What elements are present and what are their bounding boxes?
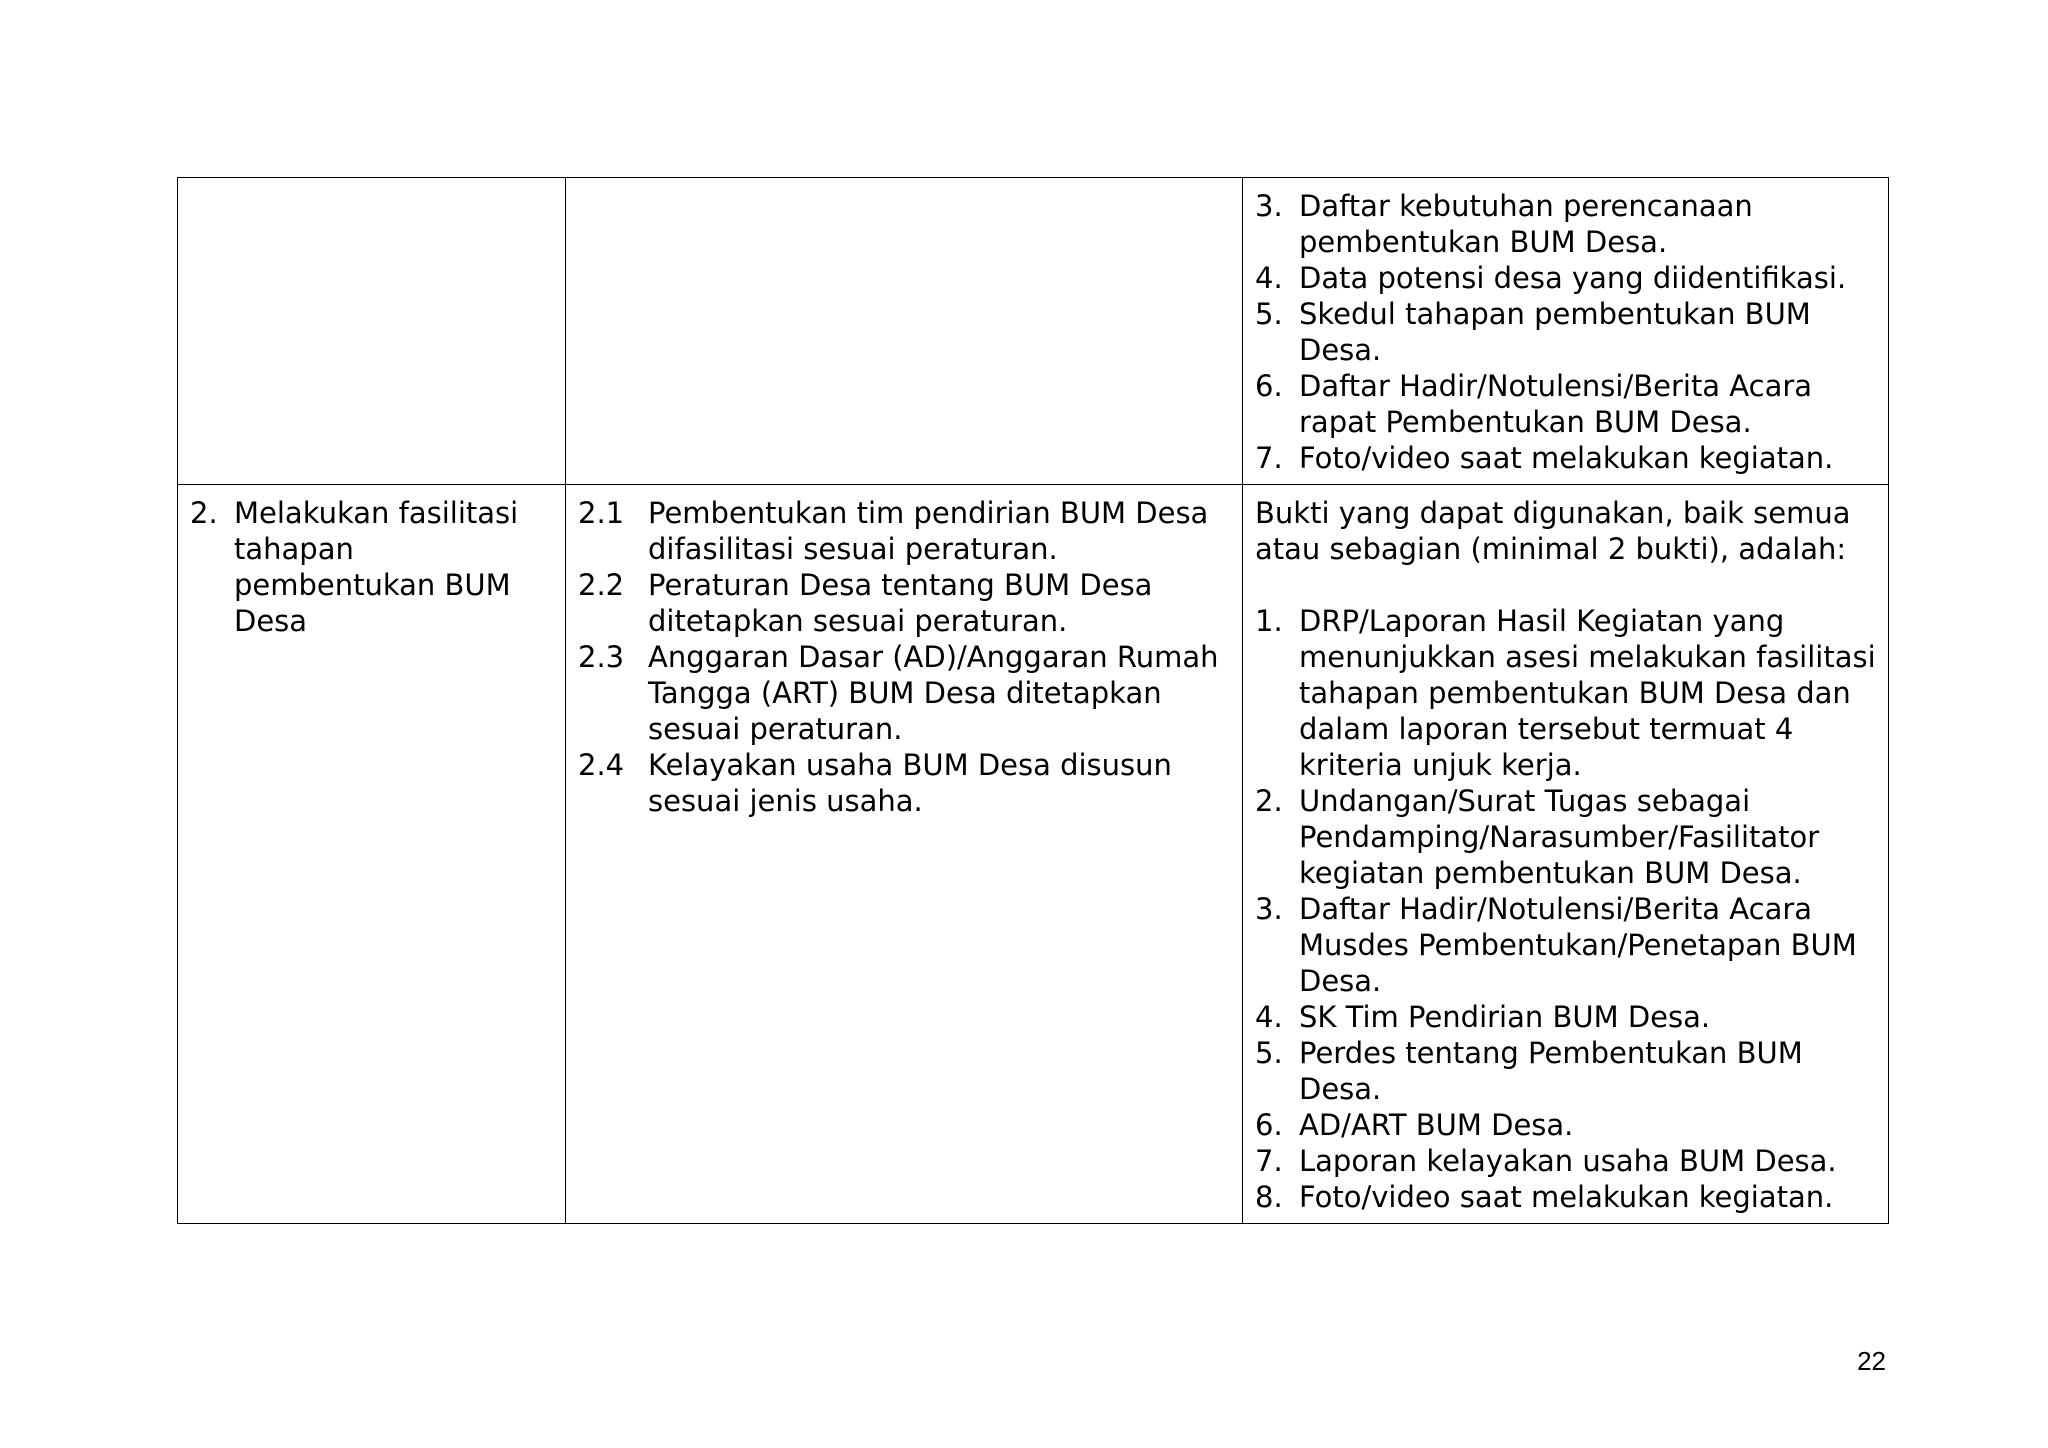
list-item: 5. Skedul tahapan pembentukan BUM Desa. (1255, 297, 1811, 367)
list-item: 1. DRP/Laporan Hasil Kegiatan yang menunjukkan asesi melakukan fasilitasi tahapan pembentukan BUM Desa dan dalam laporan tersebut termuat 4 kriteria unjuk kerja. (1255, 604, 1876, 782)
list-item: 8. Foto/video saat melakukan kegiatan. (1255, 1180, 1834, 1214)
list-item: 7. Foto/video saat melakukan kegiatan. (1255, 441, 1834, 475)
evidence-cell (1243, 178, 1889, 485)
list-item: 2. Melakukan fasilitasi tahapan pembentukan BUM Desa (190, 496, 519, 638)
list-item: 2. Undangan/Surat Tugas sebagai Pendamping/Narasumber/Fasilitator kegiatan pembentukan BUM Desa. (1255, 784, 1820, 890)
competency-table (177, 177, 1889, 1224)
evidence-intro: Bukti yang dapat digunakan, baik semua atau sebagian (minimal 2 bukti), adalah: (1255, 496, 1851, 566)
list-item: 6. AD/ART BUM Desa. (1255, 1108, 1574, 1142)
list-item: 5. Perdes tentang Pembentukan BUM Desa. (1255, 1036, 1803, 1106)
list-item: 4. SK Tim Pendirian BUM Desa. (1255, 1000, 1711, 1034)
criteria-cell (566, 178, 1243, 485)
list-item: 2.1 Pembentukan tim pendirian BUM Desa difasilitasi sesuai peraturan. (578, 496, 1209, 566)
list-item: 2.2 Peraturan Desa tentang BUM Desa ditetapkan sesuai peraturan. (578, 568, 1153, 638)
evidence-list (1255, 603, 1876, 1215)
list-item: 2.4 Kelayakan usaha BUM Desa disusun sesuai jenis usaha. (578, 748, 1172, 818)
table-row (178, 485, 1889, 1224)
list-item: 2.3 Anggaran Dasar (AD)/Anggaran Rumah Tangga (ART) BUM Desa ditetapkan sesuai peraturan. (578, 640, 1219, 746)
list-item: 6. Daftar Hadir/Notulensi/Berita Acara rapat Pembentukan BUM Desa. (1255, 369, 1813, 439)
list-item: 4. Data potensi desa yang diidentifikasi. (1255, 261, 1847, 295)
criteria-list (578, 495, 1230, 819)
criteria-cell (566, 485, 1243, 1224)
list-item: 7. Laporan kelayakan usaha BUM Desa. (1255, 1144, 1837, 1178)
element-cell (178, 485, 566, 1224)
table-row (178, 178, 1889, 485)
list-item: 3. Daftar kebutuhan perencanaan pembentukan BUM Desa. (1255, 189, 1753, 259)
evidence-list (1255, 188, 1876, 476)
evidence-cell (1243, 485, 1889, 1224)
element-cell (178, 178, 566, 485)
element-list (190, 495, 553, 639)
list-item: 3. Daftar Hadir/Notulensi/Berita Acara Musdes Pembentukan/Penetapan BUM Desa. (1255, 892, 1857, 998)
page-number: 22 (1857, 1346, 1886, 1376)
